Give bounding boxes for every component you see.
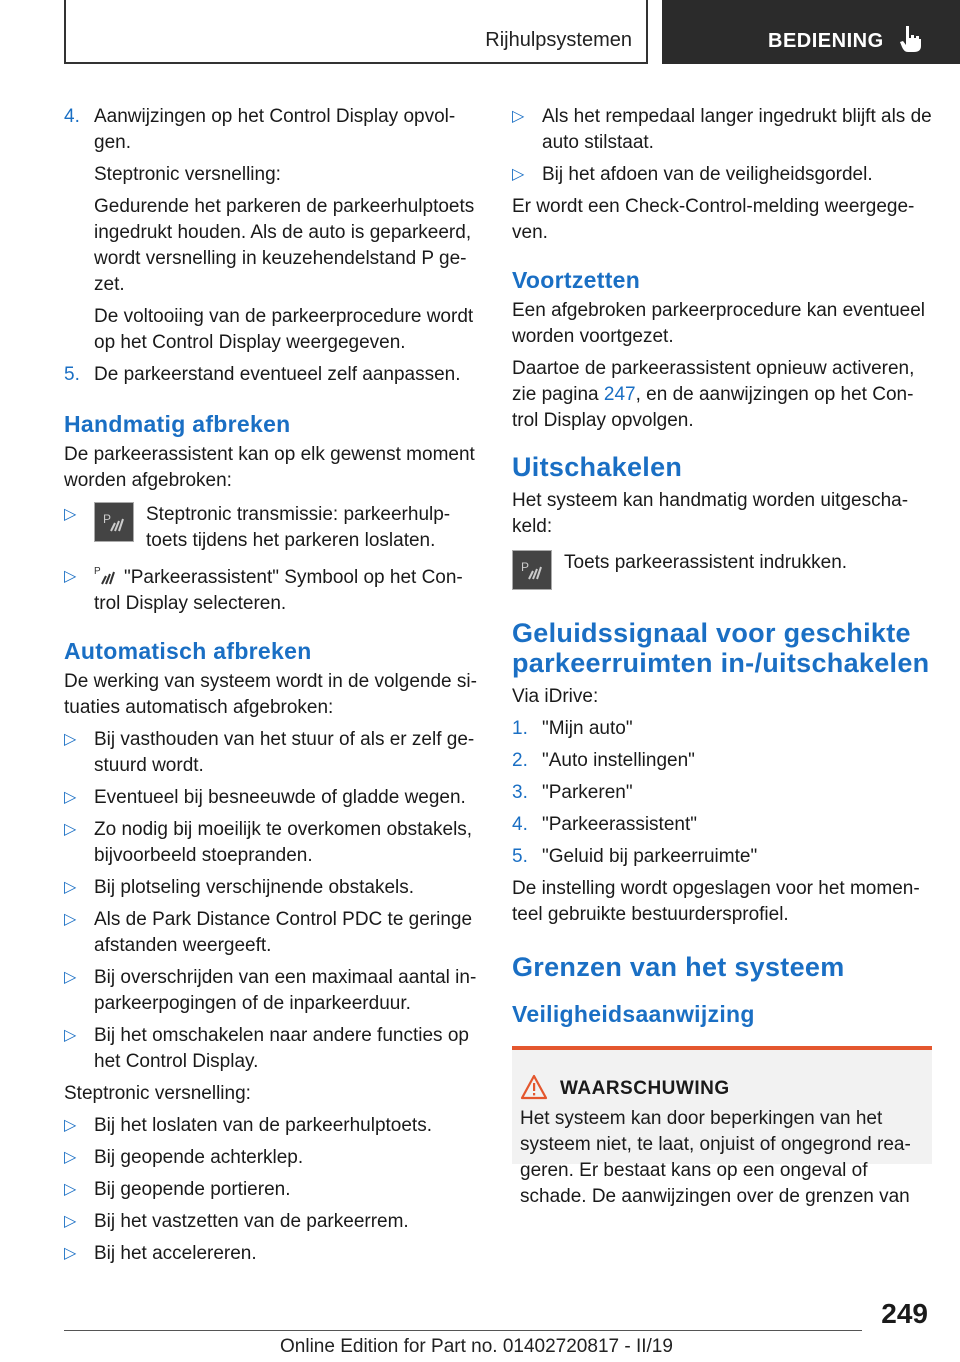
bullet-text: Bij het accelereren. bbox=[94, 1243, 257, 1264]
left-column bbox=[64, 104, 482, 1273]
triangle-bullet-icon: ▷ bbox=[64, 789, 77, 806]
step-text: "Parkeerassistent" bbox=[542, 814, 697, 835]
heading-system-limits: Grenzen van het systeem bbox=[512, 952, 845, 982]
bullet-steptronic-2 bbox=[64, 1145, 482, 1171]
page-reference-link[interactable]: 247 bbox=[603, 384, 636, 405]
bullet-manual-1 bbox=[64, 502, 482, 554]
auto-intro: De werking van systeem wordt in de volgende si-tuaties automatisch afgebroken: bbox=[64, 671, 477, 718]
bullet-text: Bij geopende portieren. bbox=[94, 1179, 291, 1200]
bullet-auto-5 bbox=[64, 907, 482, 959]
bullet-text: Bij het loslaten van de parkeerhulptoets. bbox=[94, 1115, 432, 1136]
bullet-auto-7 bbox=[64, 1023, 482, 1075]
manual-intro: De parkeerassistent kan op elk gewenst moment worden afgebroken: bbox=[64, 444, 475, 491]
continue-text-part: , en de aanwijzingen op het Con-trol Display opvolgen. bbox=[512, 384, 914, 431]
step-text: "Mijn auto" bbox=[542, 718, 633, 739]
triangle-bullet-icon: ▷ bbox=[64, 506, 77, 523]
bullet-text: Als de Park Distance Control PDC te geringe afstanden weergeeft. bbox=[94, 909, 473, 956]
completion-text: De voltooiing van de parkeerprocedure wordt op het Control Display weergegeven. bbox=[94, 306, 474, 353]
bullet-right-1 bbox=[512, 104, 932, 156]
continue-text-1: Een afgebroken parkeerprocedure kan eventueel worden voortgezet. bbox=[512, 300, 926, 347]
heading-auto-cancel: Automatisch afbreken bbox=[64, 638, 312, 664]
park-assist-button-icon bbox=[94, 502, 134, 542]
bullet-text: Bij plotseling verschijnende obstakels. bbox=[94, 877, 415, 898]
warning-heading bbox=[560, 1078, 924, 1100]
triangle-bullet-icon: ▷ bbox=[64, 1245, 77, 1262]
switch-off-button-text: Toets parkeerassistent indrukken. bbox=[564, 552, 848, 573]
triangle-bullet-icon: ▷ bbox=[64, 879, 77, 896]
step-number: 5. bbox=[64, 364, 80, 385]
warning-triangle-icon bbox=[520, 1074, 548, 1100]
right-column bbox=[512, 104, 932, 1207]
steptronic-label: Steptronic versnelling: bbox=[94, 164, 281, 185]
bullet-auto-3 bbox=[64, 817, 482, 869]
warning-box bbox=[512, 1046, 932, 1207]
sound-intro: Via iDrive: bbox=[512, 686, 599, 707]
triangle-bullet-icon: ▷ bbox=[64, 1149, 77, 1166]
step-number: 2. bbox=[512, 750, 528, 771]
step-number: 3. bbox=[512, 782, 528, 803]
bullet-text: "Parkeerassistent" Symbool op het Con-trol Display selecteren. bbox=[94, 567, 463, 614]
steptronic-text: Gedurende het parkeren de parkeerhulptoets ingedrukt houden. Als de auto is geparkeerd, wordt versnelling in keuzehendelstand P ge-zet. bbox=[94, 196, 475, 295]
triangle-bullet-icon: ▷ bbox=[64, 1117, 77, 1134]
page-number: 249 bbox=[881, 1298, 928, 1329]
steptronic2-label: Steptronic versnelling: bbox=[64, 1083, 251, 1104]
triangle-bullet-icon: ▷ bbox=[512, 166, 525, 183]
triangle-bullet-icon: ▷ bbox=[64, 568, 77, 585]
triangle-bullet-icon: ▷ bbox=[64, 1181, 77, 1198]
triangle-bullet-icon: ▷ bbox=[512, 108, 525, 125]
bullet-text: Bij het omschakelen naar andere functies op het Control Display. bbox=[94, 1025, 469, 1072]
sound-step-2 bbox=[512, 748, 932, 774]
warning-text: Het systeem kan door beperkingen van het systeem niet, te laat, onjuist of ongegrond rea-geren. Er bestaat kans op een ongeval of schade. De aanwijzingen over de grenzen van bbox=[520, 1108, 911, 1207]
bullet-text: Bij het vastzetten van de parkeerrem. bbox=[94, 1211, 409, 1232]
step-text: "Auto instellingen" bbox=[542, 750, 695, 771]
svg-text:P: P bbox=[521, 560, 530, 574]
svg-text:P: P bbox=[103, 512, 112, 526]
step-text: Aanwijzingen op het Control Display opvol-gen. bbox=[94, 106, 456, 153]
bullet-steptronic-5 bbox=[64, 1241, 482, 1267]
bullet-text: Zo nodig bij moeilijk te overkomen obstakels, bijvoorbeeld stoepranden. bbox=[94, 819, 473, 866]
step-number: 4. bbox=[512, 814, 528, 835]
bullet-text: Bij vasthouden van het stuur of als er zelf ge-stuurd wordt. bbox=[94, 729, 475, 776]
heading-manual-cancel: Handmatig afbreken bbox=[64, 411, 291, 437]
footer-edition: Online Edition for Part no. 01402720817 - II/19 bbox=[280, 1336, 673, 1357]
bullet-steptronic-1 bbox=[64, 1113, 482, 1139]
heading-sound-signal: Geluidssignaal voor geschikte parkeerruimten in-/uitschakelen bbox=[512, 618, 930, 678]
bullet-text: Bij het afdoen van de veiligheidsgordel. bbox=[542, 164, 873, 185]
triangle-bullet-icon: ▷ bbox=[64, 1213, 77, 1230]
triangle-bullet-icon: ▷ bbox=[64, 821, 77, 838]
triangle-bullet-icon: ▷ bbox=[64, 911, 77, 928]
heading-safety: Veiligheidsaanwijzing bbox=[512, 1001, 755, 1027]
triangle-bullet-icon: ▷ bbox=[64, 1027, 77, 1044]
step-number: 5. bbox=[512, 846, 528, 867]
step-text: "Parkeren" bbox=[542, 782, 633, 803]
bullet-right-2 bbox=[512, 162, 932, 188]
bullet-steptronic-4 bbox=[64, 1209, 482, 1235]
sound-step-5 bbox=[512, 844, 932, 870]
header-chapter-title: BEDIENING bbox=[768, 30, 884, 52]
header-section-box bbox=[64, 0, 648, 64]
step-number: 1. bbox=[512, 718, 528, 739]
step-5 bbox=[64, 362, 482, 388]
bullet-text: Eventueel bij besneeuwde of gladde wegen. bbox=[94, 787, 466, 808]
heading-continue: Voortzetten bbox=[512, 267, 641, 293]
header-chapter-box bbox=[662, 0, 960, 64]
pointing-hand-icon bbox=[898, 24, 924, 54]
footer-divider bbox=[64, 1330, 862, 1331]
park-button-row bbox=[94, 502, 482, 554]
bullet-auto-1 bbox=[64, 727, 482, 779]
bullet-auto-2 bbox=[64, 785, 482, 811]
bullet-text: Als het rempedaal langer ingedrukt blijft als de auto stilstaat. bbox=[542, 106, 932, 153]
sound-step-4 bbox=[512, 812, 932, 838]
header-section-title: Rijhulpsystemen bbox=[485, 29, 632, 51]
bullet-auto-4 bbox=[64, 875, 482, 901]
triangle-bullet-icon: ▷ bbox=[64, 969, 77, 986]
bullet-manual-2 bbox=[64, 564, 482, 617]
park-assist-symbol-icon bbox=[94, 564, 118, 586]
bullet-auto-6 bbox=[64, 965, 482, 1017]
step-4 bbox=[64, 104, 482, 156]
step-number: 4. bbox=[64, 106, 80, 127]
bullet-text: Steptronic transmissie: parkeerhulp-toets tijdens het parkeren loslaten. bbox=[146, 504, 451, 551]
bullet-text: Bij overschrijden van een maximaal aantal in-parkeerpogingen of de inparkeerduur. bbox=[94, 967, 477, 1014]
step-text: De parkeerstand eventueel zelf aanpassen. bbox=[94, 364, 461, 385]
continue-text-2 bbox=[512, 356, 932, 434]
park-assist-button-icon bbox=[512, 550, 552, 590]
warning-title: WAARSCHUWING bbox=[560, 1078, 730, 1099]
check-control-text: Er wordt een Check-Control-melding weergege-ven. bbox=[512, 196, 915, 243]
sound-note: De instelling wordt opgeslagen voor het momen-teel gebruikte bestuurdersprofiel. bbox=[512, 878, 920, 925]
sound-step-3 bbox=[512, 780, 932, 806]
switch-off-intro: Het systeem kan handmatig worden uitgescha-keld: bbox=[512, 490, 909, 537]
bullet-text: Bij geopende achterklep. bbox=[94, 1147, 304, 1168]
svg-text:P: P bbox=[94, 566, 101, 577]
continue-text-part: Daartoe de parkeerassistent opnieuw activeren, zie pagina bbox=[512, 358, 915, 405]
heading-switch-off: Uitschakelen bbox=[512, 452, 683, 482]
switch-off-button-row bbox=[512, 550, 932, 594]
sound-step-1 bbox=[512, 716, 932, 742]
bullet-steptronic-3 bbox=[64, 1177, 482, 1203]
triangle-bullet-icon: ▷ bbox=[64, 731, 77, 748]
step-text: "Geluid bij parkeerruimte" bbox=[542, 846, 758, 867]
